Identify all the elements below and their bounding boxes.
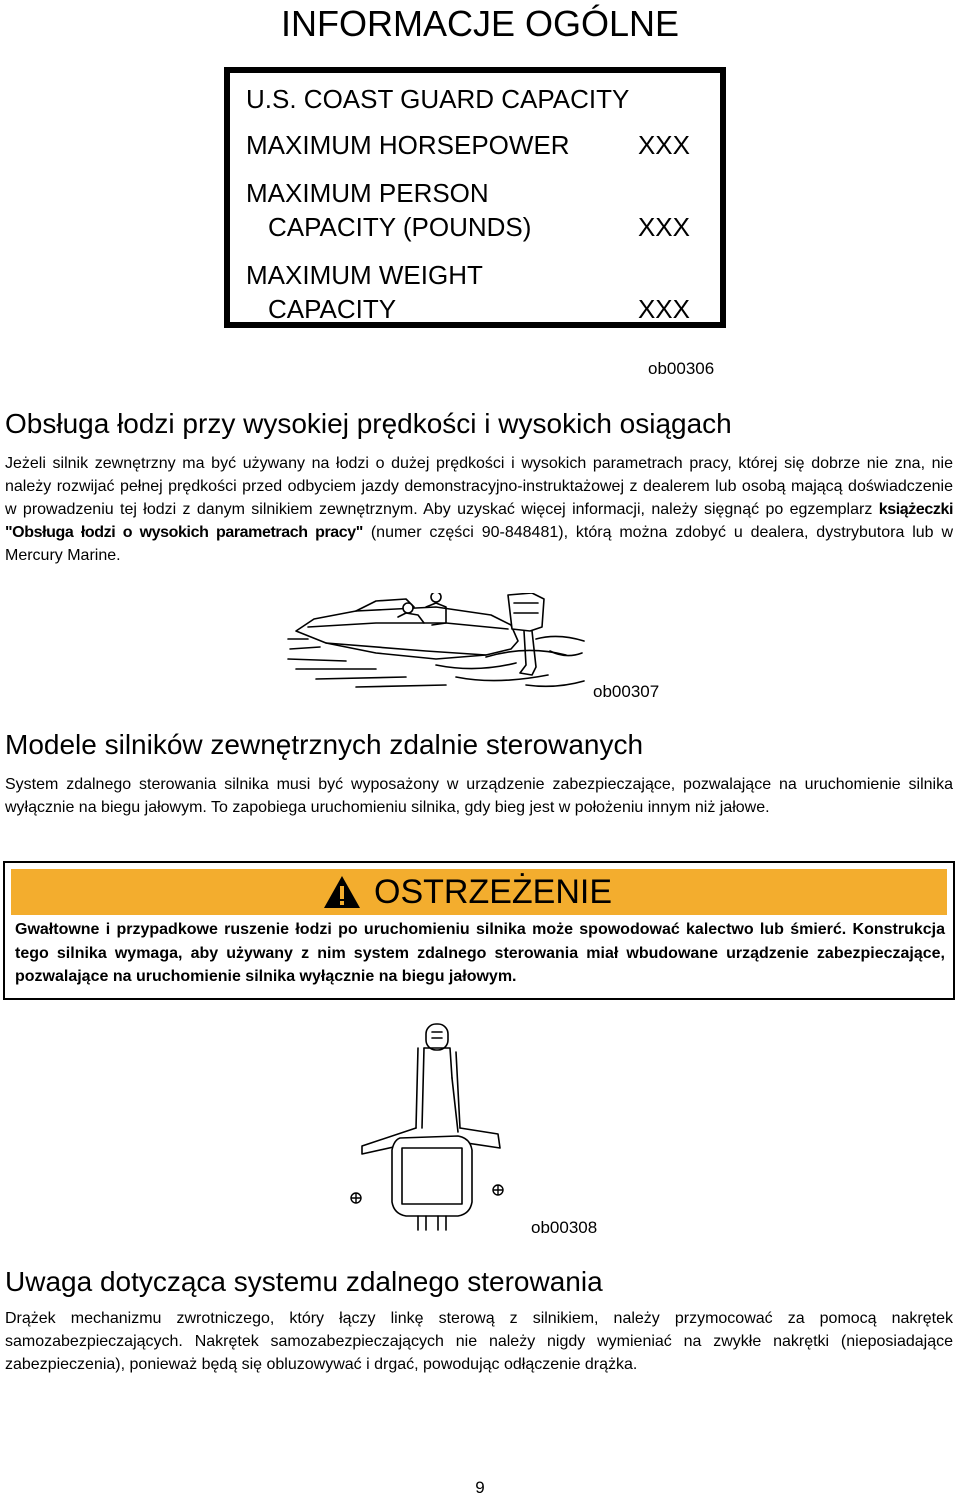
capacity-label-line1: U.S. COAST GUARD CAPACITY <box>246 84 630 114</box>
section-text-remote-note: Drążek mechanizmu zwrotniczego, który łączy linkę sterową z silnikiem, należy przymocować za pomocą nakrętek samozabezpieczających. Nakrętek samozabezpieczających nie należy nigdy wymieniać na zwykłe nakrętki (nieposiadające zabezpieczenia), ponieważ będą się obluzowywać i drgać, powodując odłączenie drążka. <box>5 1310 953 1373</box>
boat-drawing <box>286 593 586 693</box>
section-text-part-b: (numer części 90-848481), którą można zdobyć u dealera, dystrybutora lub w Mercury Marine. <box>5 524 954 564</box>
warning-box <box>3 861 955 1000</box>
section-text-remote-models: System zdalnego sterowania silnika musi być wyposażony w urządzenie zabezpieczające, pozwalające na uruchomienie silnika wyłącznie na biegu jałowym. To zapobiega uruchomieniu silnika, gdy bieg jest w położeniu innym niż jałowe. <box>5 776 953 816</box>
warning-title: OSTRZEŻENIE <box>374 873 613 911</box>
section-text-part-a: Jeżeli silnik zewnętrzny ma być używany na łodzi o dużej prędkości i wysokich parametrach pracy, której się dobrze nie zna, nie należy rozwijać pełnej prędkości przed odbyciem jazdy demonstracyjno-instruktażowej z dealerem lub osobą mającą doświadczenie w prowadzeniu tej łodzi z danym silnikiem zewnętrznym. Aby uzyskać więcej informacji, należy sięgnąć po egzemplarz <box>5 455 953 518</box>
figure-code-remote: ob00308 <box>531 1218 598 1237</box>
boat-illustration <box>286 593 586 693</box>
remote-control-illustration <box>340 1018 520 1236</box>
capacity-label-plate <box>224 67 726 328</box>
section-heading-remote-models: Modele silników zewnętrznych zdalnie sterowanych <box>5 729 644 760</box>
warning-text: Gwałtowne i przypadkowe ruszenie łodzi po uruchomieniu silnika może spowodować kalectwo lub śmierć. Konstrukcja tego silnika wymaga, aby używany z nim system zdalnego sterowania miał wbudowane urządzenie zabezpieczające, pozwalające na uruchomienie silnika wyłącznie na biegu jałowym. <box>15 921 945 985</box>
section-heading-remote-note: Uwaga dotycząca systemu zdalnego sterowania <box>5 1266 603 1297</box>
capacity-label-line3a: MAXIMUM PERSON <box>246 178 489 208</box>
booklet-title: książeczki "Obsługa łodzi o wysokich parametrach pracy" <box>5 501 953 541</box>
remote-control-drawing <box>340 1018 520 1236</box>
capacity-label-line3-value: XXX <box>637 212 690 242</box>
capacity-label-line4a: MAXIMUM WEIGHT <box>246 260 483 290</box>
section-text-high-performance <box>5 452 953 567</box>
capacity-label-line4b: CAPACITY <box>268 294 397 324</box>
figure-code-boat: ob00307 <box>593 682 660 701</box>
capacity-label-line4-value: XXX <box>637 294 690 324</box>
capacity-label-line3b: CAPACITY (POUNDS) <box>268 212 532 242</box>
page-header <box>0 2 960 46</box>
section-heading-high-performance: Obsługa łodzi przy wysokiej prędkości i wysokich osiągach <box>5 408 732 439</box>
capacity-label-line2-value: XXX <box>637 130 690 160</box>
warning-triangle-icon <box>322 874 362 910</box>
capacity-label-line2: MAXIMUM HORSEPOWER <box>246 130 570 160</box>
page-number: 9 <box>475 1478 485 1497</box>
page-title: INFORMACJE OGÓLNE <box>280 3 680 44</box>
figure-code-label: ob00306 <box>648 359 715 378</box>
warning-band <box>11 869 947 915</box>
